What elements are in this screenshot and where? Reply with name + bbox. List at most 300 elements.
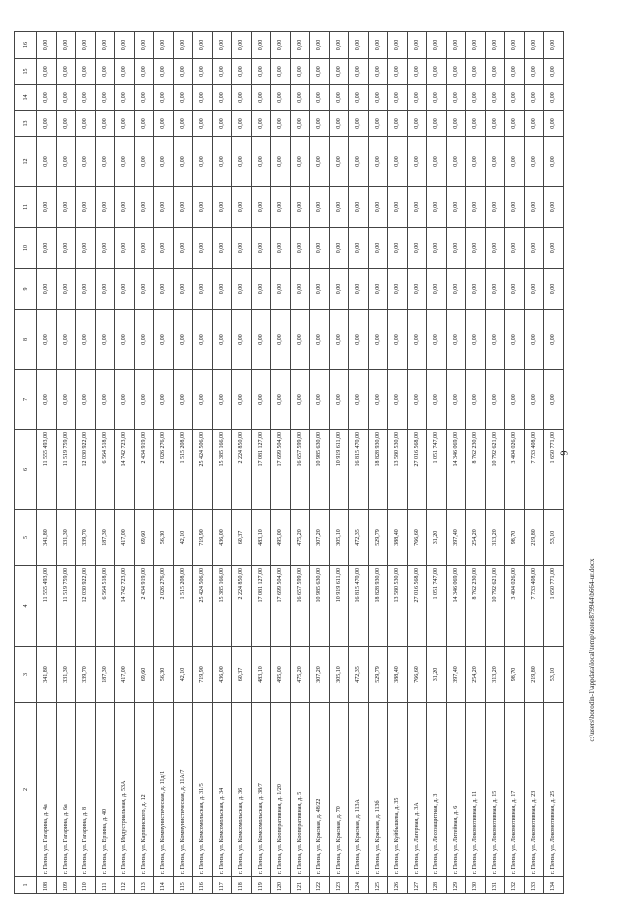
address-cell: г. Пенза, ул. Ерзина, д. 40	[95, 703, 115, 877]
value-cell: 31,20	[427, 647, 447, 703]
value-cell: 0,00	[505, 32, 525, 59]
value-cell: 0,00	[388, 310, 408, 370]
value-cell: 0,00	[505, 111, 525, 137]
value-cell: 0,00	[505, 59, 525, 85]
value-cell: 0,00	[173, 269, 193, 310]
value-cell: 0,00	[76, 228, 96, 269]
value-cell: 0,00	[95, 187, 115, 228]
value-cell: 0,00	[173, 310, 193, 370]
value-cell: 219,80	[524, 510, 544, 566]
value-cell: 0,00	[544, 310, 564, 370]
value-cell: 0,00	[232, 269, 252, 310]
value-cell: 17 081 127,00	[251, 430, 271, 510]
value-cell: 0,00	[407, 269, 427, 310]
value-cell: 0,00	[427, 370, 447, 430]
value-cell: 0,00	[388, 32, 408, 59]
value-cell: 0,00	[193, 137, 213, 187]
value-cell: 0,00	[56, 269, 76, 310]
value-cell: 0,00	[271, 137, 291, 187]
value-cell: 98,70	[505, 647, 525, 703]
value-cell: 0,00	[485, 228, 505, 269]
value-cell: 388,40	[388, 510, 408, 566]
value-cell: 0,00	[271, 32, 291, 59]
value-cell: 0,00	[154, 111, 174, 137]
address-cell: г. Пенза, ул. Комсомольская, д. 34	[212, 703, 232, 877]
value-cell: 0,00	[193, 370, 213, 430]
value-cell: 719,90	[193, 510, 213, 566]
value-cell: 0,00	[56, 111, 76, 137]
table-row	[310, 32, 330, 894]
value-cell: 0,00	[95, 137, 115, 187]
value-cell: 0,00	[290, 187, 310, 228]
table-row	[37, 32, 57, 894]
value-cell: 0,00	[56, 137, 76, 187]
value-cell: 0,00	[466, 269, 486, 310]
value-cell: 18 828 930,00	[368, 430, 388, 510]
value-cell: 0,00	[154, 187, 174, 228]
value-cell: 0,00	[76, 59, 96, 85]
row-number-cell: 109	[56, 877, 76, 894]
value-cell: 10 985 630,00	[310, 430, 330, 510]
value-cell: 1 650 771,00	[544, 430, 564, 510]
value-cell: 1 650 771,00	[544, 566, 564, 647]
value-cell: 27 016 568,00	[407, 430, 427, 510]
value-cell: 0,00	[193, 111, 213, 137]
address-cell: г. Пенза, ул. Гагарина, д. 8	[76, 703, 96, 877]
address-cell: г. Пенза, ул. Локомотивная, д. 15	[485, 703, 505, 877]
address-cell: г. Пенза, ул. Кооперативная, д. 1/20	[271, 703, 291, 877]
address-cell: г. Пенза, ул. Локомотивная, д. 11	[466, 703, 486, 877]
value-cell: 0,00	[76, 187, 96, 228]
address-cell: г. Пенза, ул. Комсомольская, д. 38/7	[251, 703, 271, 877]
value-cell: 254,20	[466, 510, 486, 566]
value-cell: 42,10	[173, 510, 193, 566]
value-cell: 0,00	[524, 187, 544, 228]
value-cell: 0,00	[544, 137, 564, 187]
value-cell: 2 026 276,00	[154, 566, 174, 647]
value-cell: 0,00	[446, 310, 466, 370]
column-header: 5	[15, 510, 37, 566]
address-cell: г. Пенза, ул. Комсомольская, д. 31/5	[193, 703, 213, 877]
value-cell: 16 657 599,00	[290, 566, 310, 647]
value-cell: 0,00	[251, 59, 271, 85]
row-number-cell: 131	[485, 877, 505, 894]
table-row	[427, 32, 447, 894]
table-row	[349, 32, 369, 894]
column-header: 3	[15, 647, 37, 703]
value-cell: 0,00	[446, 32, 466, 59]
table-row	[466, 32, 486, 894]
value-cell: 0,00	[290, 85, 310, 111]
address-cell: г. Пенза, ул. Индустриальная, д. 53А	[115, 703, 135, 877]
row-number-cell: 108	[37, 877, 57, 894]
value-cell: 0,00	[173, 59, 193, 85]
value-cell: 0,00	[37, 32, 57, 59]
value-cell: 219,80	[524, 647, 544, 703]
value-cell: 0,00	[134, 85, 154, 111]
value-cell: 0,00	[524, 85, 544, 111]
value-cell: 0,00	[115, 111, 135, 137]
value-cell: 0,00	[37, 85, 57, 111]
value-cell: 0,00	[427, 310, 447, 370]
value-cell: 0,00	[193, 85, 213, 111]
address-cell: г. Пенза, ул. Лесозащитная, д. 3	[427, 703, 447, 877]
value-cell: 0,00	[173, 187, 193, 228]
value-cell: 0,00	[349, 85, 369, 111]
row-number-cell: 122	[310, 877, 330, 894]
address-cell: г. Пенза, ул. Коммунистическая, д. 11А/7	[173, 703, 193, 877]
table-row	[446, 32, 466, 894]
value-cell: 0,00	[329, 310, 349, 370]
column-header: 12	[15, 137, 37, 187]
value-cell: 0,00	[368, 111, 388, 137]
value-cell: 0,00	[173, 137, 193, 187]
value-cell: 331,30	[56, 510, 76, 566]
value-cell: 0,00	[329, 85, 349, 111]
value-cell: 8 762 230,00	[466, 566, 486, 647]
table-row	[524, 32, 544, 894]
value-cell: 0,00	[485, 137, 505, 187]
value-cell: 0,00	[154, 59, 174, 85]
table-row	[388, 32, 408, 894]
value-cell: 388,40	[388, 647, 408, 703]
value-cell: 529,79	[368, 647, 388, 703]
value-cell: 0,00	[212, 269, 232, 310]
value-cell: 25 424 506,00	[193, 566, 213, 647]
value-cell: 0,00	[251, 269, 271, 310]
value-cell: 0,00	[290, 32, 310, 59]
value-cell: 0,00	[193, 59, 213, 85]
value-cell: 0,00	[193, 310, 213, 370]
value-cell: 6 564 518,00	[95, 566, 115, 647]
value-cell: 60,37	[232, 647, 252, 703]
value-cell: 69,60	[134, 647, 154, 703]
value-cell: 0,00	[212, 228, 232, 269]
value-cell: 0,00	[544, 269, 564, 310]
value-cell: 16 815 470,00	[349, 430, 369, 510]
value-cell: 60,37	[232, 510, 252, 566]
table-row	[485, 32, 505, 894]
value-cell: 0,00	[427, 228, 447, 269]
value-cell: 17 081 127,00	[251, 566, 271, 647]
value-cell: 0,00	[37, 187, 57, 228]
value-cell: 15 385 166,00	[212, 566, 232, 647]
value-cell: 0,00	[446, 137, 466, 187]
value-cell: 0,00	[290, 269, 310, 310]
value-cell: 341,80	[37, 647, 57, 703]
table-row	[407, 32, 427, 894]
value-cell: 0,00	[310, 32, 330, 59]
value-cell: 0,00	[466, 370, 486, 430]
column-header: 8	[15, 310, 37, 370]
row-number-cell: 130	[466, 877, 486, 894]
value-cell: 0,00	[76, 85, 96, 111]
value-cell: 0,00	[56, 370, 76, 430]
rotated-table-frame	[14, 32, 557, 894]
value-cell: 0,00	[368, 370, 388, 430]
value-cell: 0,00	[251, 137, 271, 187]
value-cell: 0,00	[212, 370, 232, 430]
value-cell: 0,00	[154, 85, 174, 111]
value-cell: 313,20	[485, 647, 505, 703]
value-cell: 0,00	[446, 85, 466, 111]
column-header: 13	[15, 111, 37, 137]
value-cell: 0,00	[95, 269, 115, 310]
row-number-cell: 124	[349, 877, 369, 894]
value-cell: 495,00	[271, 647, 291, 703]
value-cell: 0,00	[485, 370, 505, 430]
value-cell: 0,00	[232, 85, 252, 111]
value-cell: 0,00	[134, 32, 154, 59]
table-row	[290, 32, 310, 894]
row-number-cell: 115	[173, 877, 193, 894]
value-cell: 0,00	[524, 32, 544, 59]
value-cell: 0,00	[115, 228, 135, 269]
table-row	[76, 32, 96, 894]
value-cell: 187,30	[95, 647, 115, 703]
value-cell: 0,00	[232, 59, 252, 85]
value-cell: 0,00	[524, 137, 544, 187]
column-header: 6	[15, 430, 37, 510]
value-cell: 472,35	[349, 647, 369, 703]
value-cell: 53,10	[544, 510, 564, 566]
column-header: 4	[15, 566, 37, 647]
value-cell: 0,00	[329, 32, 349, 59]
value-cell: 0,00	[56, 32, 76, 59]
value-cell: 0,00	[310, 310, 330, 370]
document-file-path: c:\users\borodin-1\appdata\local\temp\notes879944\b664-ur.docx	[588, 558, 596, 742]
value-cell: 0,00	[271, 187, 291, 228]
column-header: 10	[15, 228, 37, 269]
value-cell: 0,00	[173, 32, 193, 59]
value-cell: 0,00	[407, 137, 427, 187]
value-cell: 0,00	[427, 59, 447, 85]
value-cell: 0,00	[446, 111, 466, 137]
column-header: 11	[15, 187, 37, 228]
value-cell: 0,00	[485, 269, 505, 310]
value-cell: 0,00	[232, 310, 252, 370]
value-cell: 339,70	[76, 647, 96, 703]
value-cell: 0,00	[407, 32, 427, 59]
value-cell: 0,00	[212, 111, 232, 137]
value-cell: 0,00	[95, 32, 115, 59]
value-cell: 0,00	[37, 59, 57, 85]
value-cell: 0,00	[173, 370, 193, 430]
column-header: 16	[15, 32, 37, 59]
row-number-cell: 119	[251, 877, 271, 894]
value-cell: 56,30	[154, 510, 174, 566]
value-cell: 0,00	[76, 111, 96, 137]
value-cell: 0,00	[524, 310, 544, 370]
table-row	[368, 32, 388, 894]
value-cell: 0,00	[407, 310, 427, 370]
value-cell: 14 742 723,00	[115, 566, 135, 647]
address-cell: г. Пенза, ул. Лагерная, д. 3А	[407, 703, 427, 877]
value-cell: 13 580 530,00	[388, 566, 408, 647]
value-cell: 475,20	[290, 647, 310, 703]
address-cell: г. Пенза, ул. Коммунистическая, д. 11д/1	[154, 703, 174, 877]
value-cell: 0,00	[310, 228, 330, 269]
value-cell: 0,00	[173, 228, 193, 269]
value-cell: 98,70	[505, 510, 525, 566]
value-cell: 0,00	[232, 187, 252, 228]
value-cell: 0,00	[115, 59, 135, 85]
value-cell: 0,00	[349, 269, 369, 310]
value-cell: 2 026 276,00	[154, 430, 174, 510]
value-cell: 0,00	[134, 187, 154, 228]
value-cell: 0,00	[95, 59, 115, 85]
value-cell: 0,00	[466, 137, 486, 187]
value-cell: 0,00	[349, 137, 369, 187]
address-cell: г. Пенза, ул. Карпинского, д. 12	[134, 703, 154, 877]
value-cell: 0,00	[37, 111, 57, 137]
value-cell: 6 564 518,00	[95, 430, 115, 510]
value-cell: 0,00	[544, 85, 564, 111]
value-cell: 331,30	[56, 647, 76, 703]
value-cell: 0,00	[349, 187, 369, 228]
value-cell: 0,00	[271, 370, 291, 430]
value-cell: 0,00	[154, 32, 174, 59]
value-cell: 0,00	[446, 269, 466, 310]
value-cell: 11 555 493,00	[37, 430, 57, 510]
value-cell: 0,00	[212, 310, 232, 370]
value-cell: 0,00	[193, 269, 213, 310]
table-row	[154, 32, 174, 894]
value-cell: 0,00	[388, 137, 408, 187]
value-cell: 11 519 759,00	[56, 566, 76, 647]
value-cell: 0,00	[349, 310, 369, 370]
row-number-cell: 114	[154, 877, 174, 894]
value-cell: 0,00	[95, 228, 115, 269]
value-cell: 0,00	[388, 228, 408, 269]
value-cell: 0,00	[76, 32, 96, 59]
value-cell: 0,00	[37, 370, 57, 430]
value-cell: 0,00	[310, 370, 330, 430]
value-cell: 17 699 504,00	[271, 430, 291, 510]
value-cell: 0,00	[524, 370, 544, 430]
table-row	[271, 32, 291, 894]
value-cell: 0,00	[427, 137, 447, 187]
table-row	[505, 32, 525, 894]
value-cell: 187,30	[95, 510, 115, 566]
value-cell: 0,00	[349, 111, 369, 137]
value-cell: 53,10	[544, 647, 564, 703]
value-cell: 0,00	[154, 310, 174, 370]
value-cell: 2 434 919,00	[134, 566, 154, 647]
value-cell: 305,10	[329, 647, 349, 703]
table-row	[115, 32, 135, 894]
value-cell: 0,00	[251, 32, 271, 59]
value-cell: 0,00	[388, 269, 408, 310]
value-cell: 0,00	[115, 370, 135, 430]
value-cell: 12 030 922,00	[76, 566, 96, 647]
value-cell: 0,00	[134, 137, 154, 187]
value-cell: 8 762 230,00	[466, 430, 486, 510]
table-header-row	[15, 32, 37, 894]
value-cell: 0,00	[154, 137, 174, 187]
value-cell: 0,00	[271, 310, 291, 370]
value-cell: 17 699 504,00	[271, 566, 291, 647]
value-cell: 0,00	[466, 111, 486, 137]
value-cell: 0,00	[76, 370, 96, 430]
value-cell: 0,00	[95, 370, 115, 430]
value-cell: 0,00	[544, 370, 564, 430]
row-number-cell: 113	[134, 877, 154, 894]
table-row	[193, 32, 213, 894]
value-cell: 0,00	[232, 32, 252, 59]
value-cell: 0,00	[485, 310, 505, 370]
value-cell: 0,00	[368, 32, 388, 59]
value-cell: 0,00	[524, 228, 544, 269]
value-cell: 0,00	[115, 137, 135, 187]
row-number-cell: 125	[368, 877, 388, 894]
value-cell: 472,35	[349, 510, 369, 566]
value-cell: 766,60	[407, 647, 427, 703]
value-cell: 0,00	[251, 85, 271, 111]
value-cell: 0,00	[290, 59, 310, 85]
column-header: 2	[15, 703, 37, 877]
row-number-cell: 129	[446, 877, 466, 894]
value-cell: 0,00	[485, 59, 505, 85]
value-cell: 0,00	[154, 370, 174, 430]
column-header: 14	[15, 85, 37, 111]
table-row	[544, 32, 564, 894]
value-cell: 0,00	[95, 111, 115, 137]
row-number-cell: 112	[115, 877, 135, 894]
address-cell: г. Пенза, ул. Красная, д. 113б	[368, 703, 388, 877]
value-cell: 0,00	[134, 269, 154, 310]
row-number-cell: 126	[388, 877, 408, 894]
value-cell: 0,00	[232, 111, 252, 137]
value-cell: 0,00	[524, 269, 544, 310]
value-cell: 2 434 919,00	[134, 430, 154, 510]
row-number-cell: 117	[212, 877, 232, 894]
value-cell: 14 742 723,00	[115, 430, 135, 510]
value-cell: 16 815 470,00	[349, 566, 369, 647]
value-cell: 0,00	[505, 228, 525, 269]
value-cell: 0,00	[95, 310, 115, 370]
value-cell: 0,00	[505, 137, 525, 187]
row-number-cell: 123	[329, 877, 349, 894]
address-cell: г. Пенза, ул. Куйбышева, д. 35	[388, 703, 408, 877]
address-cell: г. Пенза, ул. Комсомольская, д. 36	[232, 703, 252, 877]
table-row	[56, 32, 76, 894]
table-row	[212, 32, 232, 894]
value-cell: 0,00	[466, 59, 486, 85]
value-cell: 0,00	[407, 370, 427, 430]
value-cell: 69,60	[134, 510, 154, 566]
value-cell: 1 515 208,00	[173, 566, 193, 647]
value-cell: 0,00	[349, 228, 369, 269]
value-cell: 3 404 026,00	[505, 566, 525, 647]
value-cell: 0,00	[134, 370, 154, 430]
row-number-cell: 132	[505, 877, 525, 894]
value-cell: 0,00	[368, 187, 388, 228]
value-cell: 483,10	[251, 647, 271, 703]
value-cell: 0,00	[56, 85, 76, 111]
value-cell: 31,20	[427, 510, 447, 566]
value-cell: 0,00	[173, 111, 193, 137]
value-cell: 15 385 166,00	[212, 430, 232, 510]
value-cell: 0,00	[407, 228, 427, 269]
address-cell: г. Пенза, ул. Локомотивная, д. 23	[524, 703, 544, 877]
value-cell: 0,00	[115, 310, 135, 370]
value-cell: 14 346 069,00	[446, 566, 466, 647]
value-cell: 341,80	[37, 510, 57, 566]
value-cell: 0,00	[76, 137, 96, 187]
value-cell: 719,90	[193, 647, 213, 703]
value-cell: 0,00	[115, 32, 135, 59]
